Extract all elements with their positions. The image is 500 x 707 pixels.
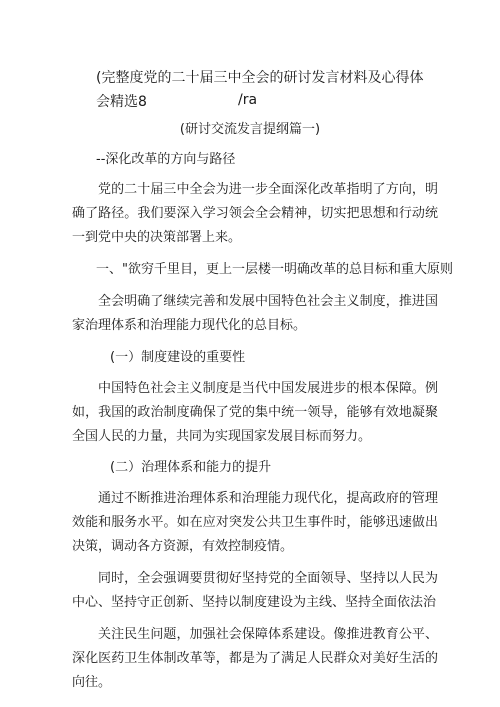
section-subtitle: --深化改革的方向与路径 xyxy=(96,152,236,167)
paragraph-livelihood: 关注民生问题，加强社会保障体系建设。像推进教育公平、深化医药卫生体制改革等，都是为了满足人民群众对美好生活的向往。 xyxy=(72,627,438,690)
paragraph-goal: 全会明确了继续完善和发展中国特色社会主义制度，推进国家治理体系和治理能力现代化的总目标。 xyxy=(72,294,438,333)
document-subtitle: (研讨交流发言提纲篇一) xyxy=(179,122,321,137)
document-title-continuation: /ra xyxy=(238,92,258,108)
subheading-system-building: (一）制度建设的重要性 xyxy=(110,350,246,365)
subheading-governance: (二）治理体系和能力的提升 xyxy=(110,460,272,475)
paragraph-intro: 党的二十届三中全会为进一步全面深化改革指明了方向，明确了路径。我们要深入学习领会全会精神，切实把思想和行动统一到党中央的决策部署上来。 xyxy=(72,182,438,245)
paragraph-principles: 同时，全会强调要贯彻好坚持党的全面领导、坚持以人民为中心、坚持守正创新、坚持以制度建设为主线、坚持全面依法治 xyxy=(72,571,438,610)
document-title: (完整度党的二十届三中全会的研讨发言材料及心得体会精选8 xyxy=(96,70,424,110)
paragraph-governance: 通过不断推进治理体系和治理能力现代化，提高政府的管理效能和服务水平。如在应对突发公共卫生事件时，能够迅速做出决策，调动各方资源，有效控制疫情。 xyxy=(72,491,438,554)
paragraph-system-importance: 中国特色社会主义制度是当代中国发展进步的根本保障。例如，我国的政治制度确保了党的集中统一领导，能够有效地凝聚全国人民的力量，共同为实现国家发展目标而努力。 xyxy=(72,381,438,444)
heading-section-one: 一、"欲穷千里目，更上一层楼一明确改革的总目标和重大原则 xyxy=(96,262,453,277)
